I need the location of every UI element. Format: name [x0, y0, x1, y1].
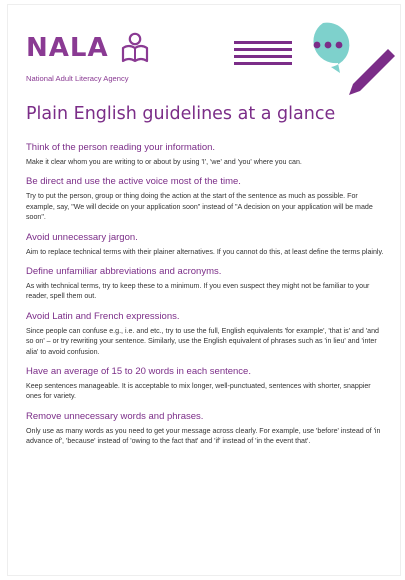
guideline-body: Keep sentences manageable. It is acceptable to mix longer, well-punctuated, sentences with shorter, snappier ones for variety. — [26, 382, 371, 401]
guideline-section — [26, 176, 386, 222]
guideline-section — [26, 411, 386, 447]
pencil-icon — [349, 49, 395, 95]
guideline-body: Aim to replace technical terms with their plainer alternatives. If you cannot do this, at least define the terms plainly. — [26, 247, 384, 256]
reader-icon — [118, 31, 152, 65]
guideline-section — [26, 266, 386, 302]
guideline-section — [26, 311, 386, 357]
guideline-body: Only use as many words as you need to get your message across clearly. For example, use 'before' instead of 'in advance of', 'because' instead of 'owing to the fact that' and 'if' instead of 'in the event that'. — [26, 426, 381, 446]
guideline-heading: Avoid unnecessary jargon. — [26, 231, 138, 243]
guideline-heading: Think of the person reading your information. — [26, 142, 216, 153]
nala-logo — [26, 35, 109, 61]
guideline-section — [26, 232, 386, 257]
chat-bubble-icon — [313, 23, 349, 73]
guideline-section — [26, 366, 386, 402]
header-illustration — [228, 15, 400, 95]
guideline-heading: Remove unnecessary words and phrases. — [26, 410, 204, 422]
document-page — [8, 5, 400, 575]
guidelines-list — [26, 142, 386, 456]
logo-subtitle: National Adult Literacy Agency — [26, 74, 129, 83]
guideline-section — [26, 142, 386, 167]
guideline-heading: Avoid Latin and French expressions. — [26, 310, 180, 322]
lines-icon — [234, 41, 292, 65]
guideline-body: Try to put the person, group or thing doing the action at the start of the sentence as much as possible. For example, say, "We will decide on your application soon" instead of "A decision on your application will be made soon". — [26, 192, 373, 222]
guideline-heading: Have an average of 15 to 20 words in each sentence. — [26, 366, 251, 378]
guideline-heading: Define unfamiliar abbreviations and acronyms. — [26, 266, 222, 278]
page-title: Plain English guidelines at a glance — [26, 104, 336, 124]
logo-wordmark: NALA — [26, 33, 109, 63]
guideline-heading: Be direct and use the active voice most of the time. — [26, 176, 241, 188]
guideline-body: Make it clear whom you are writing to or about by using 'I', 'we' and 'you' where you can. — [26, 158, 302, 166]
guideline-body: Since people can confuse e.g., i.e. and etc., try to use the full, English equivalents 'for example', 'that is' and 'and so on' – or try rewriting your sentence. Similarly, use the English equivalent of phrases such as 'in lieu' and 'inter alia' to avoid confusion. — [26, 326, 380, 356]
guideline-body: As with technical terms, try to keep these to a minimum. If you even suspect they might not be familiar to your reader, spell them out. — [26, 282, 370, 301]
